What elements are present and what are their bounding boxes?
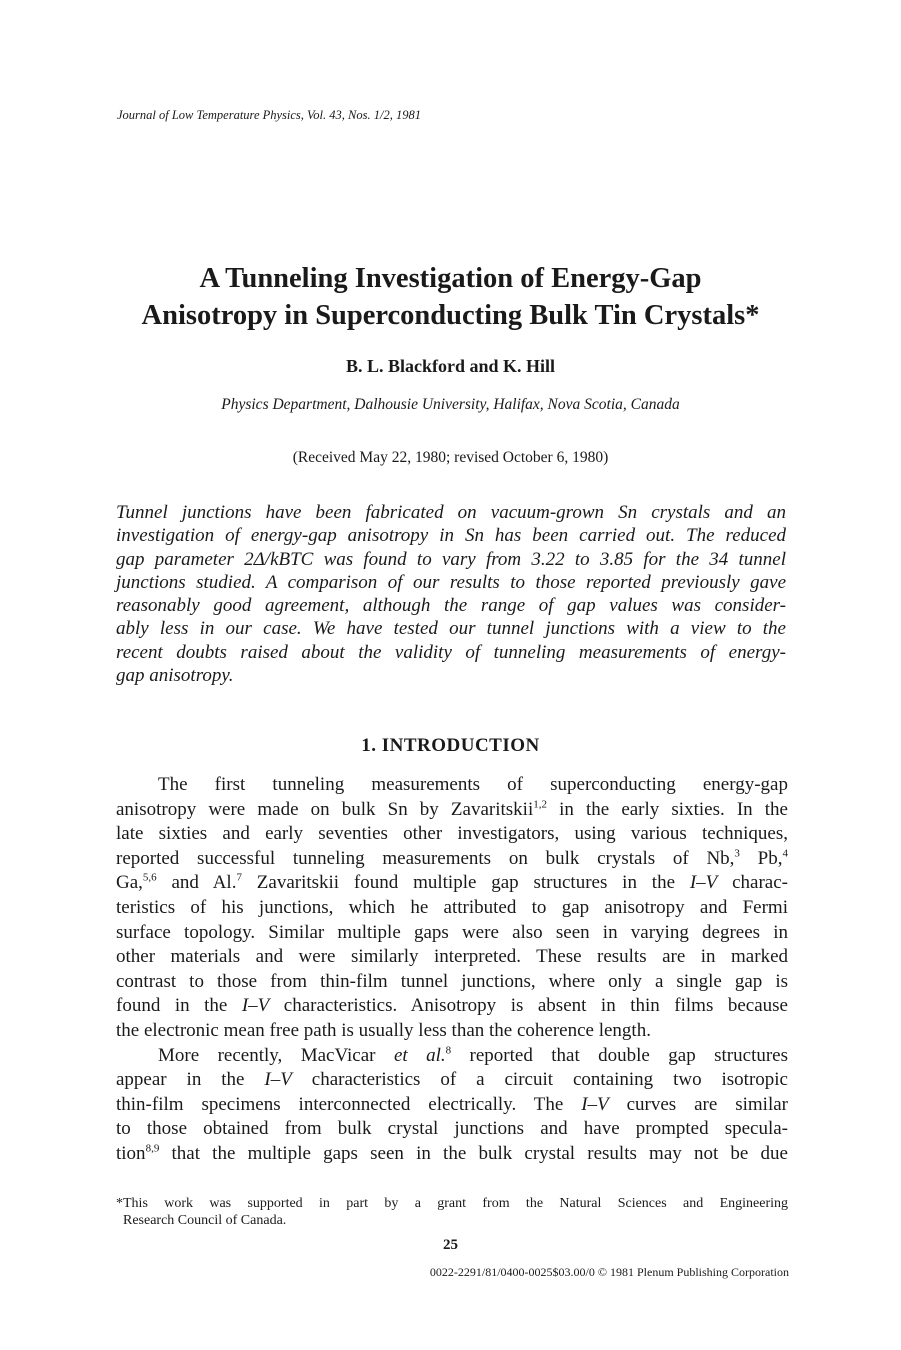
citation-ref: 8 xyxy=(445,1044,452,1057)
title-line: Anisotropy in Superconducting Bulk Tin Crystals* xyxy=(141,300,760,331)
body-line xyxy=(116,1068,788,1093)
body-line xyxy=(116,871,788,896)
abstract-line: Tunnel junctions have been fabricated on vacuum-grown Sn crystals and an xyxy=(116,502,786,523)
abstract-line: junctions studied. A comparison of our results to those reported previously gave xyxy=(116,571,786,593)
italic-term: I–V xyxy=(264,1069,292,1091)
body-line xyxy=(116,994,788,1019)
abstract-line: investigation of energy-gap anisotropy in Sn has been carried out. The reduced xyxy=(116,525,786,547)
body-line: surface topology. Similar multiple gaps were also seen in varying degrees in xyxy=(116,921,788,943)
text-run: that the multiple gaps seen in the bulk crystal results may not be due xyxy=(159,1142,788,1164)
authors: B. L. Blackford and K. Hill xyxy=(345,356,556,376)
citation-ref: 4 xyxy=(782,847,788,860)
text-run: appear in the xyxy=(116,1069,265,1091)
text-run: Pb, xyxy=(739,847,783,869)
body-line: other materials and were similarly interpreted. These results are in marked xyxy=(116,946,788,968)
citation-ref: 3 xyxy=(734,847,740,860)
abstract-line: ably less in our case. We have tested our tunnel junctions with a view to the xyxy=(116,618,786,640)
body-line: teristics of his junctions, which he attributed to gap anisotropy and Fermi xyxy=(116,896,788,918)
body-text xyxy=(116,773,788,1167)
journal-citation: Journal of Low Temperature Physics, Vol. 43, Nos. 1/2, 1981 xyxy=(117,108,421,122)
text-run: charac- xyxy=(717,872,788,894)
citation-ref: 7 xyxy=(236,872,242,885)
abstract xyxy=(116,501,786,687)
citation-ref: 1,2 xyxy=(533,798,547,811)
affiliation: Physics Department, Dalhousie University, Halifax, Nova Scotia, Canada xyxy=(221,396,680,413)
italic-term: I–V xyxy=(689,872,718,894)
page-number: 25 xyxy=(443,1237,458,1253)
italic-term: I–V xyxy=(241,995,270,1017)
text-run: Ga, xyxy=(116,872,143,894)
italic-term: et al. xyxy=(393,1044,446,1066)
copyright-line: 0022-2291/81/0400-0025$03.00/0 © 1981 Plenum Publishing Corporation xyxy=(429,1265,789,1279)
body-line: contrast to those from thin-film tunnel junctions, where only a single gap is xyxy=(116,970,788,992)
citation-ref: 5,6 xyxy=(142,872,157,885)
body-line: the electronic mean free path is usually less than the coherence length. xyxy=(116,1019,651,1041)
body-line: The first tunneling measurements of superconducting energy-gap xyxy=(158,774,788,795)
received-dates: (Received May 22, 1980; revised October 6, 1980) xyxy=(292,449,609,466)
body-line: late sixties and early seventies other investigators, using various techniques, xyxy=(116,823,788,845)
footnote xyxy=(116,1196,788,1229)
title-line: A Tunneling Investigation of Energy-Gap xyxy=(199,263,702,294)
text-run: tion xyxy=(116,1142,146,1164)
abstract-line: gap anisotropy. xyxy=(116,665,234,687)
text-run: curves are similar xyxy=(608,1093,788,1115)
text-run: More recently, MacVicar xyxy=(158,1044,394,1066)
abstract-line: gap parameter 2Δ/kBTC was found to vary from 3.22 to 3.85 for the 34 tunnel xyxy=(116,548,786,570)
paper-title xyxy=(60,260,841,334)
text-run: reported successful tunneling measurements on bulk crystals of Nb, xyxy=(116,847,735,869)
text-run: Zavaritskii found multiple gap structures in the xyxy=(241,872,690,894)
text-run: characteristics of a circuit containing two isotropic xyxy=(291,1069,788,1091)
text-run: and Al. xyxy=(156,872,237,894)
footnote-line: *This work was supported in part by a grant from the Natural Sciences and Engineering xyxy=(116,1196,788,1211)
citation-ref: 8,9 xyxy=(145,1142,160,1155)
text-run: anisotropy were made on bulk Sn by Zavaritskii xyxy=(116,798,534,820)
text-run: found in the xyxy=(116,995,242,1017)
abstract-line: reasonably good agreement, although the range of gap values was consider- xyxy=(116,595,786,617)
footnote-line: Research Council of Canada. xyxy=(123,1212,287,1228)
italic-term: I–V xyxy=(581,1093,609,1115)
text-run: thin-film specimens interconnected electrically. The xyxy=(116,1093,582,1115)
body-line xyxy=(116,1142,788,1167)
abstract-line: recent doubts raised about the validity of tunneling measurements of energy- xyxy=(116,641,786,663)
body-line xyxy=(116,798,788,823)
section-heading: 1. INTRODUCTION xyxy=(361,735,540,756)
body-line xyxy=(116,847,788,872)
text-run: in the early sixties. In the xyxy=(546,798,788,820)
text-run: reported that double gap structures xyxy=(451,1044,789,1066)
body-line: to those obtained from bulk crystal junctions and have prompted specula- xyxy=(116,1118,788,1140)
text-run: characteristics. Anisotropy is absent in thin films because xyxy=(269,995,788,1017)
body-line xyxy=(116,1093,788,1118)
body-line xyxy=(116,1044,788,1069)
